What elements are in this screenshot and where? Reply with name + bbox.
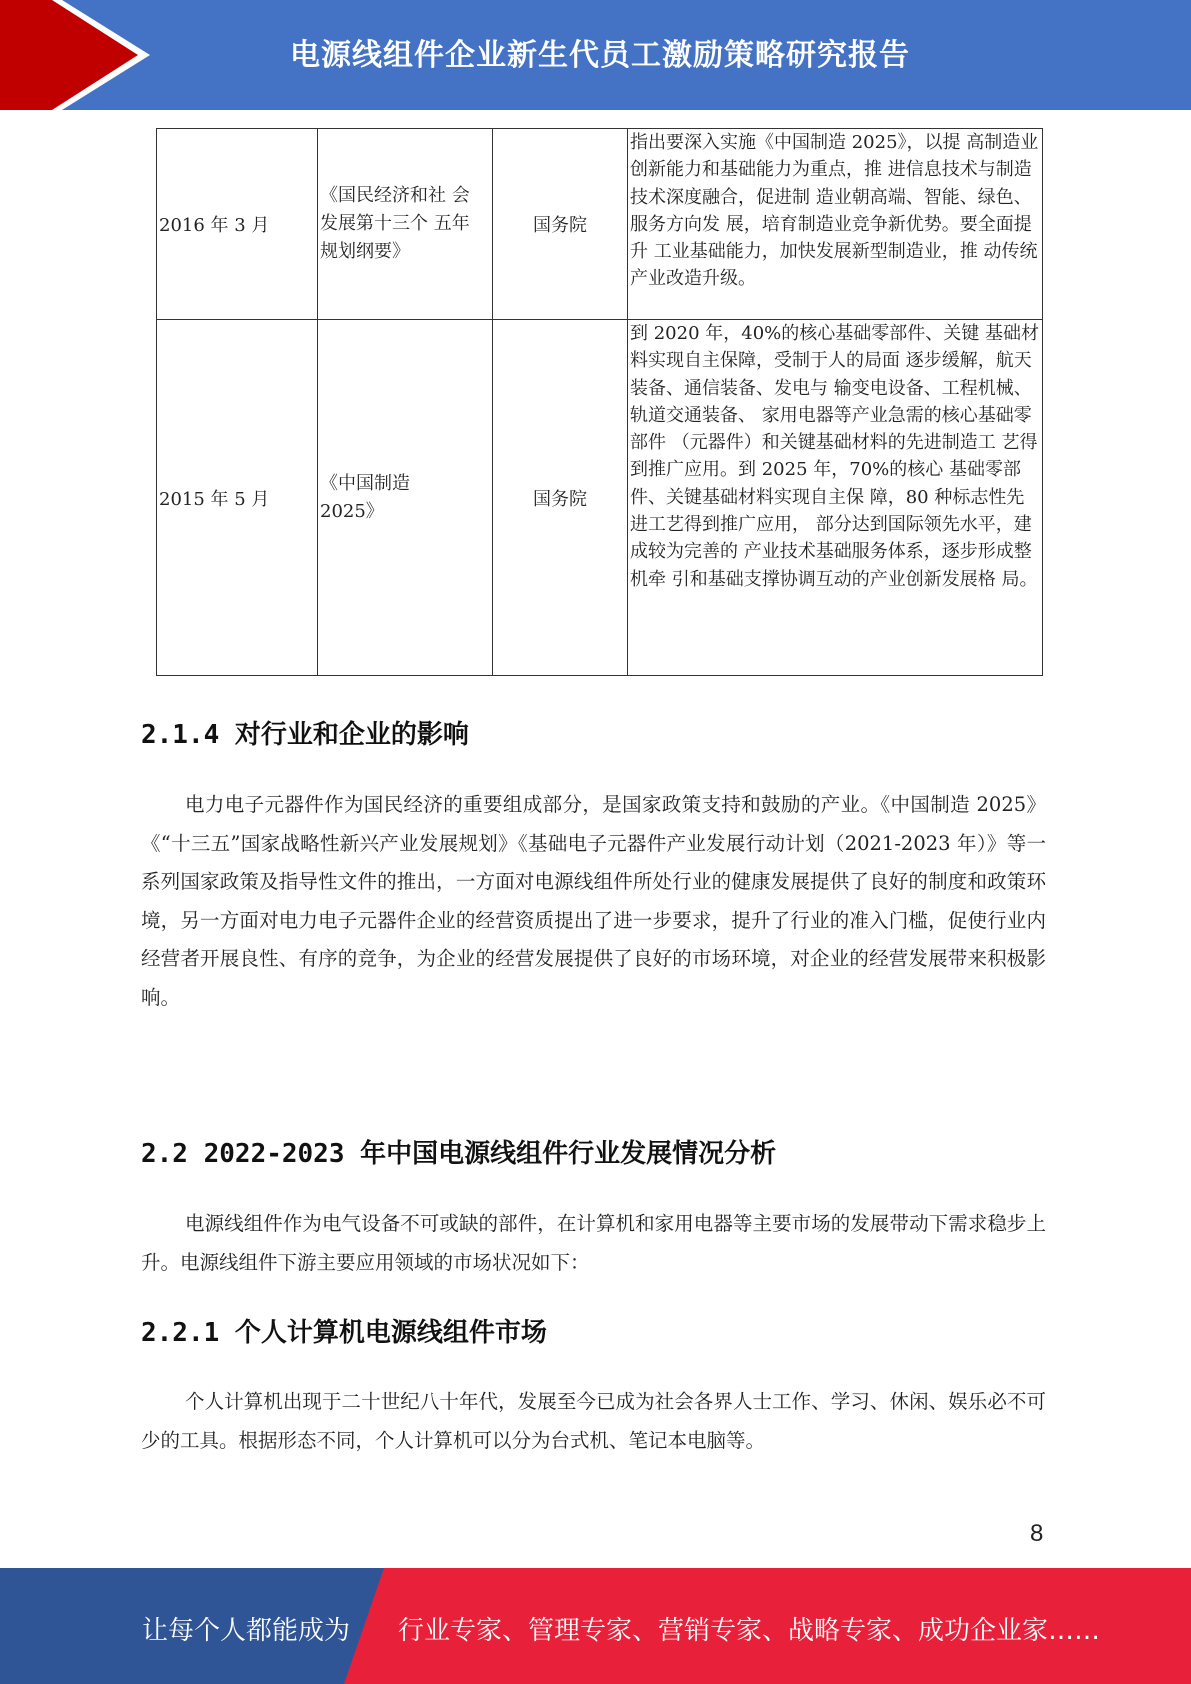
page-number: 8 — [1030, 1520, 1044, 1547]
page-header — [0, 0, 1191, 110]
table-row — [157, 320, 1043, 676]
section-heading-2-2: 2.2 2022-2023 年中国电源线组件行业发展情况分析 — [141, 1139, 777, 1169]
header-arrow-decoration — [0, 0, 160, 110]
table-row — [157, 129, 1043, 320]
policy-date: 2015 年 5 月 — [157, 320, 318, 676]
policy-name — [318, 129, 493, 320]
section-paragraph-2-2: 电源线组件作为电气设备不可或缺的部件，在计算机和家用电器等主要市场的发展带动下需求稳步上升。电源线组件下游主要应用领域的市场状况如下： — [141, 1212, 1046, 1274]
policy-name-line: 规划纲要》 — [320, 241, 410, 262]
page-footer — [0, 1568, 1191, 1684]
footer-slogan-right: 行业专家、管理专家、营销专家、战略专家、成功企业家…… — [398, 1616, 1101, 1646]
section-heading-2-1-4: 2.1.4 对行业和企业的影响 — [141, 720, 469, 750]
policy-issuer: 国务院 — [493, 320, 628, 676]
policy-content: 指出要深入实施《中国制造 2025》，以提 高制造业创新能力和基础能力为重点，推 进信息技术与制造技术深度融合，促进制 造业朝高端、智能、绿色、服务方向发 展，培育制造业竞争新优势。要全面提升 工业基础能力，加快发展新型制造业，推 动传统产业改造升级。 — [628, 129, 1043, 320]
section-paragraph-2-1-4: 电力电子元器件作为国民经济的重要组成部分，是国家政策支持和鼓励的产业。《中国制造 2025》《“十三五”国家战略性新兴产业发展规划》《基础电子元器件产业发展行动计划（2021-2023 年）》等一系列国家政策及指导性文件的推出，一方面对电源线组件所处行业的健康发展提供了良好的制度和政策环境，另一方面对电力电子元器件企业的经营资质提出了进一步要求，提升了行业的准入门槛，促使行业内经营者开展良性、有序的竞争，为企业的经营发展提供了良好的市场环境，对企业的经营发展带来积极影响。 — [141, 793, 1046, 1009]
section-paragraph-2-2-1: 个人计算机出现于二十世纪八十年代，发展至今已成为社会各界人士工作、学习、休闲、娱乐必不可少的工具。根据形态不同，个人计算机可以分为台式机、笔记本电脑等。 — [141, 1390, 1046, 1452]
report-title: 电源线组件企业新生代员工激励策略研究报告 — [290, 38, 910, 73]
policy-name-line: 《国民经济和社 会 — [320, 185, 470, 206]
policy-issuer: 国务院 — [493, 129, 628, 320]
policy-date: 2016 年 3 月 — [157, 129, 318, 320]
policy-name-line: 《中国制造 — [320, 472, 410, 494]
policy-content: 到 2020 年，40%的核心基础零部件、关键 基础材料实现自主保障，受制于人的局面 逐步缓解，航天装备、通信装备、发电与 输变电设备、工程机械、轨道交通装备、 家用电器等产业急需的核心基础零部件 （元器件）和关键基础材料的先进制造工 艺得到推广应用。到 2025 年，70%的核心 基础零部件、关键基础材料实现自主保 障，80 种标志性先进工艺得到推广应用， 部分达到国际领先水平，建成较为完善的 产业技术基础服务体系，逐步形成整机牵 引和基础支撑协调互动的产业创新发展格 局。 — [628, 320, 1043, 676]
section-heading-2-2-1: 2.2.1 个人计算机电源线组件市场 — [141, 1318, 547, 1348]
policy-table — [156, 128, 1043, 676]
policy-name-line: 2025》 — [320, 500, 384, 522]
footer-slogan-left: 让每个人都能成为 — [142, 1616, 351, 1646]
policy-name — [318, 320, 493, 676]
policy-name-line: 发展第十三个 五年 — [320, 213, 470, 234]
